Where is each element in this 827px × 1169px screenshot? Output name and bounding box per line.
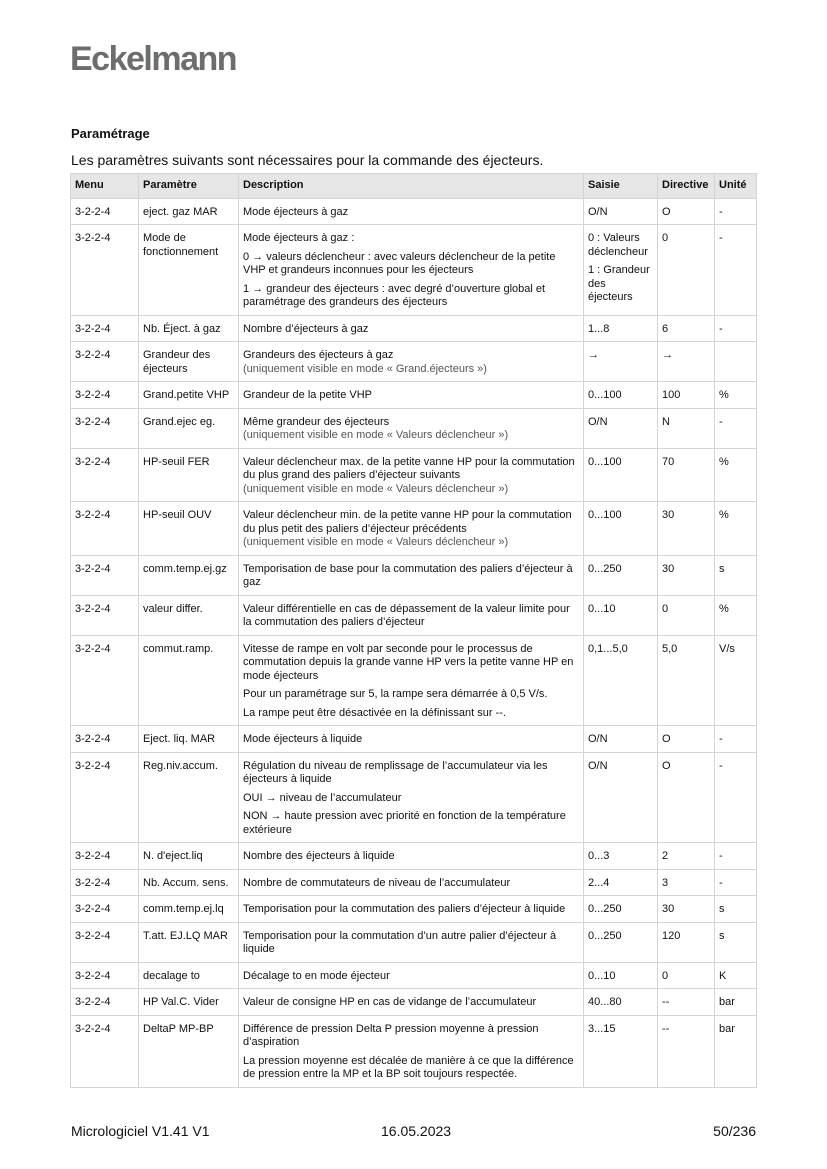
cell-menu: 3-2-2-4 bbox=[71, 989, 139, 1016]
cell-directive: -- bbox=[658, 1015, 715, 1087]
table-row bbox=[71, 922, 757, 962]
cell-unite bbox=[715, 342, 757, 382]
cell-unite: % bbox=[715, 595, 757, 635]
saisie-value: 0,1...5,0 bbox=[588, 642, 628, 655]
cell-description bbox=[239, 752, 584, 843]
cell-saisie bbox=[584, 198, 658, 225]
cell-menu: 3-2-2-4 bbox=[71, 315, 139, 342]
cell-directive: 100 bbox=[658, 382, 715, 409]
cell-parametre: HP-seuil FER bbox=[139, 448, 239, 502]
cell-saisie bbox=[584, 342, 658, 382]
cell-description bbox=[239, 896, 584, 923]
saisie-value: → bbox=[588, 349, 599, 361]
description-line: La rampe peut être désactivée en la définissant sur --. bbox=[243, 706, 506, 719]
cell-directive: -- bbox=[658, 989, 715, 1016]
table-row bbox=[71, 752, 757, 843]
cell-menu: 3-2-2-4 bbox=[71, 555, 139, 595]
cell-description bbox=[239, 726, 584, 753]
cell-parametre: HP Val.C. Vider bbox=[139, 989, 239, 1016]
cell-parametre: comm.temp.ej.lq bbox=[139, 896, 239, 923]
cell-description bbox=[239, 635, 584, 726]
cell-parametre: commut.ramp. bbox=[139, 635, 239, 726]
cell-menu: 3-2-2-4 bbox=[71, 635, 139, 726]
saisie-value: 0...250 bbox=[588, 903, 622, 915]
cell-description bbox=[239, 342, 584, 382]
description-line: 1 → grandeur des éjecteurs : avec degré d’ouverture global et paramétrage des grandeurs des éjecteurs bbox=[243, 282, 546, 308]
description-line: Valeur de consigne HP en cas de vidange de l’accumulateur bbox=[243, 996, 537, 1008]
saisie-value: 0...250 bbox=[588, 929, 622, 942]
cell-saisie bbox=[584, 502, 658, 556]
description-line: Mode éjecteurs à gaz bbox=[243, 205, 349, 218]
description-line: Même grandeur des éjecteurs bbox=[243, 415, 390, 428]
cell-parametre: Mode de fonctionnement bbox=[139, 225, 239, 316]
header-parametre: Paramètre bbox=[139, 174, 239, 199]
cell-menu: 3-2-2-4 bbox=[71, 922, 139, 962]
cell-saisie bbox=[584, 1015, 658, 1087]
cell-saisie bbox=[584, 726, 658, 753]
cell-parametre: comm.temp.ej.gz bbox=[139, 555, 239, 595]
cell-directive: O bbox=[658, 726, 715, 753]
cell-directive: N bbox=[658, 408, 715, 448]
visibility-note: (uniquement visible en mode « Valeurs déclencheur ») bbox=[243, 482, 509, 495]
saisie-value: 0...100 bbox=[588, 509, 622, 521]
cell-saisie bbox=[584, 843, 658, 870]
cell-parametre: HP-seuil OUV bbox=[139, 502, 239, 556]
saisie-value: 1 : Grandeur des éjecteurs bbox=[588, 264, 650, 303]
company-logo: Eckelmann bbox=[70, 40, 237, 78]
description-line: Nombre des éjecteurs à liquide bbox=[243, 850, 395, 862]
saisie-value: 3...15 bbox=[588, 1022, 616, 1035]
cell-unite: - bbox=[715, 869, 757, 896]
cell-menu: 3-2-2-4 bbox=[71, 869, 139, 896]
cell-unite: - bbox=[715, 726, 757, 753]
table-row bbox=[71, 198, 757, 225]
cell-unite: s bbox=[715, 922, 757, 962]
description-line: Grandeurs des éjecteurs à gaz bbox=[243, 349, 394, 361]
visibility-note: (uniquement visible en mode « Valeurs déclencheur ») bbox=[243, 536, 509, 548]
saisie-value: 0...10 bbox=[588, 969, 616, 982]
table-row bbox=[71, 1015, 757, 1087]
description-line: Nombre d’éjecteurs à gaz bbox=[243, 322, 369, 335]
description-line: Mode éjecteurs à gaz : bbox=[243, 232, 355, 244]
description-line: Mode éjecteurs à liquide bbox=[243, 733, 363, 745]
footer-firmware: Micrologiciel V1.41 V1 bbox=[71, 1123, 210, 1139]
cell-menu: 3-2-2-4 bbox=[71, 342, 139, 382]
description-line: Vitesse de rampe en volt par seconde pour le processus de commutation depuis la grande vanne HP vers la petite vanne HP en mode éjecteurs bbox=[243, 642, 574, 682]
saisie-value: 0...250 bbox=[588, 562, 622, 575]
description-line: Grandeur de la petite VHP bbox=[243, 389, 373, 401]
cell-menu: 3-2-2-4 bbox=[71, 225, 139, 316]
cell-menu: 3-2-2-4 bbox=[71, 726, 139, 753]
cell-parametre: T.att. EJ.LQ MAR bbox=[139, 922, 239, 962]
cell-description bbox=[239, 1015, 584, 1087]
cell-menu: 3-2-2-4 bbox=[71, 198, 139, 225]
cell-unite: s bbox=[715, 555, 757, 595]
description-line: Temporisation pour la commutation des paliers d’éjecteur à liquide bbox=[243, 903, 566, 915]
cell-unite: - bbox=[715, 843, 757, 870]
description-line: Valeur différentielle en cas de dépassement de la valeur limite pour la commutation des paliers d’éjecteur bbox=[243, 602, 570, 628]
cell-saisie bbox=[584, 922, 658, 962]
cell-description bbox=[239, 555, 584, 595]
cell-unite: bar bbox=[715, 989, 757, 1016]
section-title: Paramétrage bbox=[71, 126, 150, 141]
cell-description bbox=[239, 922, 584, 962]
table-row bbox=[71, 315, 757, 342]
cell-directive: 0 bbox=[658, 962, 715, 989]
saisie-value: 0 : Valeurs déclencheur bbox=[588, 232, 648, 258]
cell-unite: - bbox=[715, 408, 757, 448]
table-row bbox=[71, 595, 757, 635]
header-unite: Unité bbox=[715, 174, 757, 199]
cell-directive: 3 bbox=[658, 869, 715, 896]
cell-unite: % bbox=[715, 502, 757, 556]
cell-directive: 120 bbox=[658, 922, 715, 962]
saisie-value: 1...8 bbox=[588, 322, 610, 335]
header-description: Description bbox=[239, 174, 584, 199]
cell-parametre: DeltaP MP-BP bbox=[139, 1015, 239, 1087]
cell-saisie bbox=[584, 408, 658, 448]
cell-saisie bbox=[584, 896, 658, 923]
cell-directive: 0 bbox=[658, 595, 715, 635]
saisie-value: O/N bbox=[588, 733, 608, 745]
table-row bbox=[71, 448, 757, 502]
saisie-value: 0...100 bbox=[588, 389, 622, 401]
cell-unite: K bbox=[715, 962, 757, 989]
saisie-value: O/N bbox=[588, 415, 608, 428]
description-line: OUI → niveau de l’accumulateur bbox=[243, 791, 402, 804]
table-row bbox=[71, 635, 757, 726]
cell-saisie bbox=[584, 225, 658, 316]
table-row bbox=[71, 555, 757, 595]
cell-menu: 3-2-2-4 bbox=[71, 408, 139, 448]
cell-menu: 3-2-2-4 bbox=[71, 502, 139, 556]
cell-parametre: N. d'eject.liq bbox=[139, 843, 239, 870]
cell-saisie bbox=[584, 752, 658, 843]
cell-menu: 3-2-2-4 bbox=[71, 896, 139, 923]
cell-directive: 5,0 bbox=[658, 635, 715, 726]
cell-parametre: decalage to bbox=[139, 962, 239, 989]
table-row bbox=[71, 843, 757, 870]
saisie-value: 0...3 bbox=[588, 850, 610, 862]
cell-directive: O bbox=[658, 752, 715, 843]
cell-description bbox=[239, 962, 584, 989]
description-line: Pour un paramétrage sur 5, la rampe sera démarrée à 0,5 V/s. bbox=[243, 688, 548, 700]
table-row bbox=[71, 896, 757, 923]
cell-description bbox=[239, 843, 584, 870]
header-directive: Directive bbox=[658, 174, 715, 199]
cell-parametre: Nb. Accum. sens. bbox=[139, 869, 239, 896]
cell-saisie bbox=[584, 635, 658, 726]
cell-parametre: eject. gaz MAR bbox=[139, 198, 239, 225]
cell-saisie bbox=[584, 315, 658, 342]
cell-directive: 70 bbox=[658, 448, 715, 502]
cell-directive: → bbox=[658, 342, 715, 382]
footer-date: 16.05.2023 bbox=[381, 1123, 452, 1139]
description-line: Décalage to en mode éjecteur bbox=[243, 969, 390, 982]
cell-description bbox=[239, 198, 584, 225]
cell-unite: % bbox=[715, 448, 757, 502]
cell-saisie bbox=[584, 989, 658, 1016]
header-saisie: Saisie bbox=[584, 174, 658, 199]
cell-menu: 3-2-2-4 bbox=[71, 382, 139, 409]
cell-parametre: Grand.petite VHP bbox=[139, 382, 239, 409]
table-row bbox=[71, 225, 757, 316]
cell-description bbox=[239, 448, 584, 502]
footer-page-number: 50/236 bbox=[713, 1123, 756, 1139]
table-row bbox=[71, 869, 757, 896]
saisie-value: 0...100 bbox=[588, 455, 622, 468]
cell-parametre: Grand.ejec eg. bbox=[139, 408, 239, 448]
cell-parametre: Nb. Éject. à gaz bbox=[139, 315, 239, 342]
cell-saisie bbox=[584, 555, 658, 595]
description-line: Valeur déclencheur max. de la petite vanne HP pour la commutation du plus grand des paliers d’éjecteur suivants bbox=[243, 455, 575, 481]
cell-parametre: Eject. liq. MAR bbox=[139, 726, 239, 753]
description-line: La pression moyenne est décalée de manière à ce que la différence de pression entre la MP et la BP soit toujours respectée. bbox=[243, 1054, 574, 1080]
saisie-value: 0...10 bbox=[588, 602, 616, 615]
cell-menu: 3-2-2-4 bbox=[71, 752, 139, 843]
table-row bbox=[71, 382, 757, 409]
cell-menu: 3-2-2-4 bbox=[71, 962, 139, 989]
cell-directive: 2 bbox=[658, 843, 715, 870]
cell-menu: 3-2-2-4 bbox=[71, 448, 139, 502]
cell-unite: - bbox=[715, 225, 757, 316]
cell-description bbox=[239, 315, 584, 342]
saisie-value: 40...80 bbox=[588, 996, 622, 1008]
cell-description bbox=[239, 595, 584, 635]
table-row bbox=[71, 962, 757, 989]
cell-description bbox=[239, 408, 584, 448]
cell-description bbox=[239, 502, 584, 556]
table-row bbox=[71, 408, 757, 448]
cell-saisie bbox=[584, 382, 658, 409]
description-line: Valeur déclencheur min. de la petite vanne HP pour la commutation du plus petit des paliers d’éjecteur précédents bbox=[243, 509, 572, 535]
cell-directive: 30 bbox=[658, 555, 715, 595]
saisie-value: 2...4 bbox=[588, 876, 610, 889]
visibility-note: (uniquement visible en mode « Valeurs déclencheur ») bbox=[243, 429, 509, 441]
cell-parametre: Reg.niv.accum. bbox=[139, 752, 239, 843]
intro-text: Les paramètres suivants sont nécessaires pour la commande des éjecteurs. bbox=[71, 152, 544, 168]
cell-directive: 30 bbox=[658, 502, 715, 556]
cell-unite: s bbox=[715, 896, 757, 923]
cell-unite: bar bbox=[715, 1015, 757, 1087]
cell-parametre: Grandeur des éjecteurs bbox=[139, 342, 239, 382]
cell-menu: 3-2-2-4 bbox=[71, 1015, 139, 1087]
table-row bbox=[71, 502, 757, 556]
cell-directive: 30 bbox=[658, 896, 715, 923]
description-line: 0 → valeurs déclencheur : avec valeurs déclencheur de la petite VHP et grandeurs inconnues pour les éjecteurs bbox=[243, 250, 556, 276]
cell-directive: 6 bbox=[658, 315, 715, 342]
table-row bbox=[71, 989, 757, 1016]
description-line: Régulation du niveau de remplissage de l’accumulateur via les éjecteurs à liquide bbox=[243, 759, 548, 785]
cell-saisie bbox=[584, 869, 658, 896]
table-row bbox=[71, 342, 757, 382]
cell-parametre: valeur differ. bbox=[139, 595, 239, 635]
cell-directive: O bbox=[658, 198, 715, 225]
table-row bbox=[71, 726, 757, 753]
saisie-value: O/N bbox=[588, 759, 608, 772]
description-line: Temporisation pour la commutation d’un autre palier d’éjecteur à liquide bbox=[243, 929, 557, 955]
description-line: Temporisation de base pour la commutation des paliers d’éjecteur à gaz bbox=[243, 562, 573, 588]
description-line: NON → haute pression avec priorité en fonction de la température extérieure bbox=[243, 810, 566, 836]
cell-unite: - bbox=[715, 198, 757, 225]
saisie-value: O/N bbox=[588, 205, 608, 218]
cell-saisie bbox=[584, 448, 658, 502]
cell-unite: V/s bbox=[715, 635, 757, 726]
cell-saisie bbox=[584, 962, 658, 989]
description-line: Nombre de commutateurs de niveau de l’accumulateur bbox=[243, 876, 511, 889]
cell-directive: 0 bbox=[658, 225, 715, 316]
cell-description bbox=[239, 382, 584, 409]
cell-unite: - bbox=[715, 315, 757, 342]
description-line: Différence de pression Delta P pression moyenne à pression d’aspiration bbox=[243, 1022, 539, 1048]
cell-unite: % bbox=[715, 382, 757, 409]
table-header-row bbox=[71, 174, 757, 199]
cell-unite: - bbox=[715, 752, 757, 843]
parameter-table bbox=[70, 173, 757, 1088]
cell-saisie bbox=[584, 595, 658, 635]
cell-description bbox=[239, 225, 584, 316]
cell-description bbox=[239, 869, 584, 896]
header-menu: Menu bbox=[71, 174, 139, 199]
visibility-note: (uniquement visible en mode « Grand.éjecteurs ») bbox=[243, 362, 487, 375]
cell-menu: 3-2-2-4 bbox=[71, 595, 139, 635]
cell-menu: 3-2-2-4 bbox=[71, 843, 139, 870]
cell-description bbox=[239, 989, 584, 1016]
